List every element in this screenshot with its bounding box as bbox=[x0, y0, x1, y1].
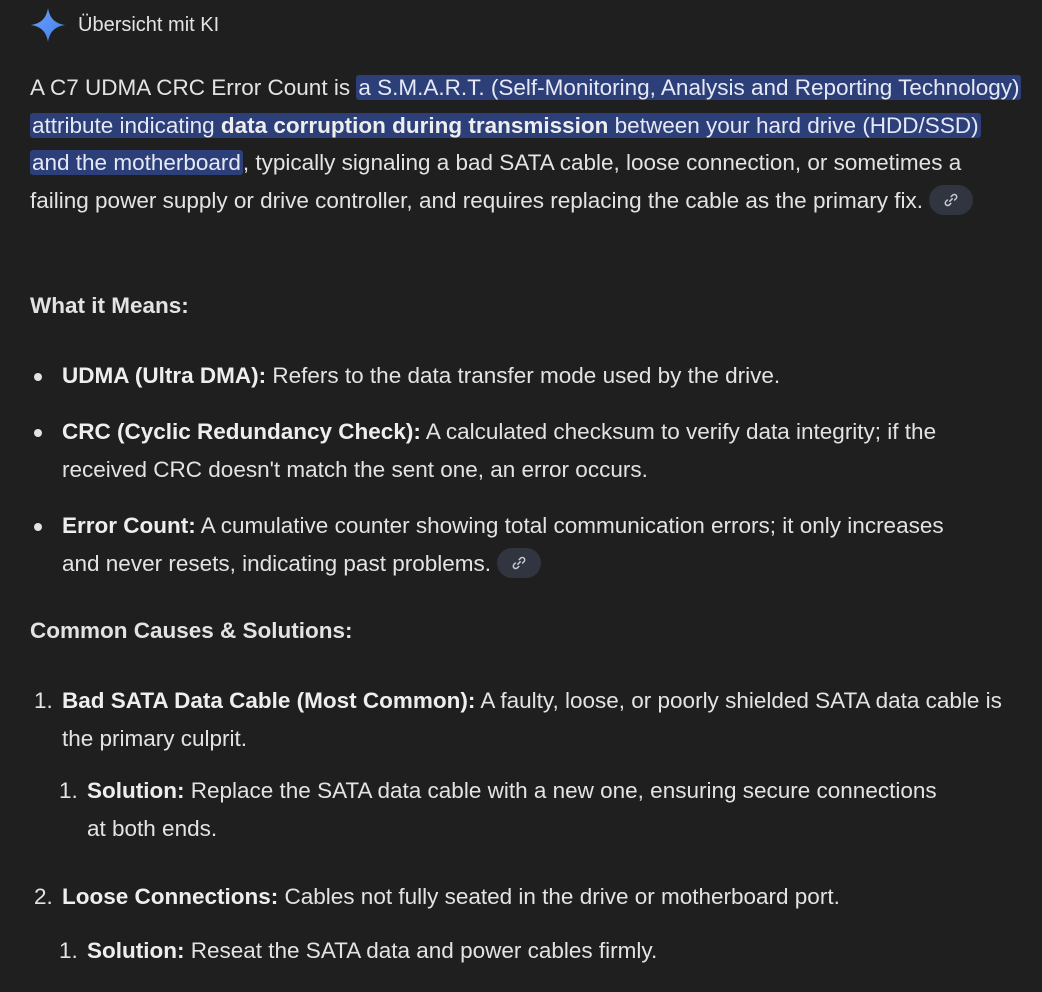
list-item: Bad SATA Data Cable (Most Common): A faulty, loose, or poorly shielded SATA data cable is the primary culprit. bbox=[62, 688, 1002, 751]
list-item: Loose Connections: Cables not fully seated in the drive or motherboard port. bbox=[62, 884, 840, 909]
link-icon bbox=[943, 192, 959, 208]
intro-prefix: A C7 UDMA CRC Error Count is bbox=[30, 75, 357, 100]
list-item: CRC (Cyclic Redundancy Check): A calculated checksum to verify data integrity; if the received CRC doesn't match the sent one, an error occurs. bbox=[62, 419, 937, 482]
source-link-button[interactable] bbox=[929, 185, 973, 215]
sub-list-number: 1. bbox=[59, 938, 78, 963]
list-item: Error Count: A cumulative counter showing total communication errors; it only increases and never resets, indicating past problems. bbox=[62, 507, 962, 582]
header-title: Übersicht mit KI bbox=[78, 13, 220, 36]
section-heading-what-it-means: What it Means: bbox=[30, 293, 189, 318]
sparkle-icon bbox=[30, 7, 66, 43]
sub-list-number: 1. bbox=[59, 778, 78, 803]
sub-list-item: Solution: Reseat the SATA data and power cables firmly. bbox=[87, 938, 658, 963]
sub-list-item: Solution: Replace the SATA data cable with a new one, ensuring secure connections at both ends. bbox=[87, 778, 937, 841]
section-heading-causes: Common Causes & Solutions: bbox=[30, 618, 353, 643]
list-number: 1. bbox=[34, 688, 53, 713]
bullet-icon bbox=[34, 523, 42, 531]
source-link-button[interactable] bbox=[497, 548, 541, 578]
intro-suffix: , typically signaling a bad SATA cable, loose connection, or sometimes a failing power supply or drive controller, and requires replacing the cable as the primary fix. bbox=[30, 150, 962, 213]
ai-overview-header bbox=[30, 6, 219, 44]
bullet-icon bbox=[34, 373, 42, 381]
link-icon bbox=[511, 555, 527, 571]
intro-paragraph bbox=[30, 69, 1020, 219]
list-number: 2. bbox=[34, 884, 53, 909]
bullet-icon bbox=[34, 429, 42, 437]
list-item: UDMA (Ultra DMA): Refers to the data transfer mode used by the drive. bbox=[62, 363, 781, 388]
intro-highlight: a S.M.A.R.T. (Self-Monitoring, Analysis and Reporting Technology) attribute indicating data corruption during transmission between your hard drive (HDD/SSD) and the motherboard bbox=[32, 75, 1020, 175]
